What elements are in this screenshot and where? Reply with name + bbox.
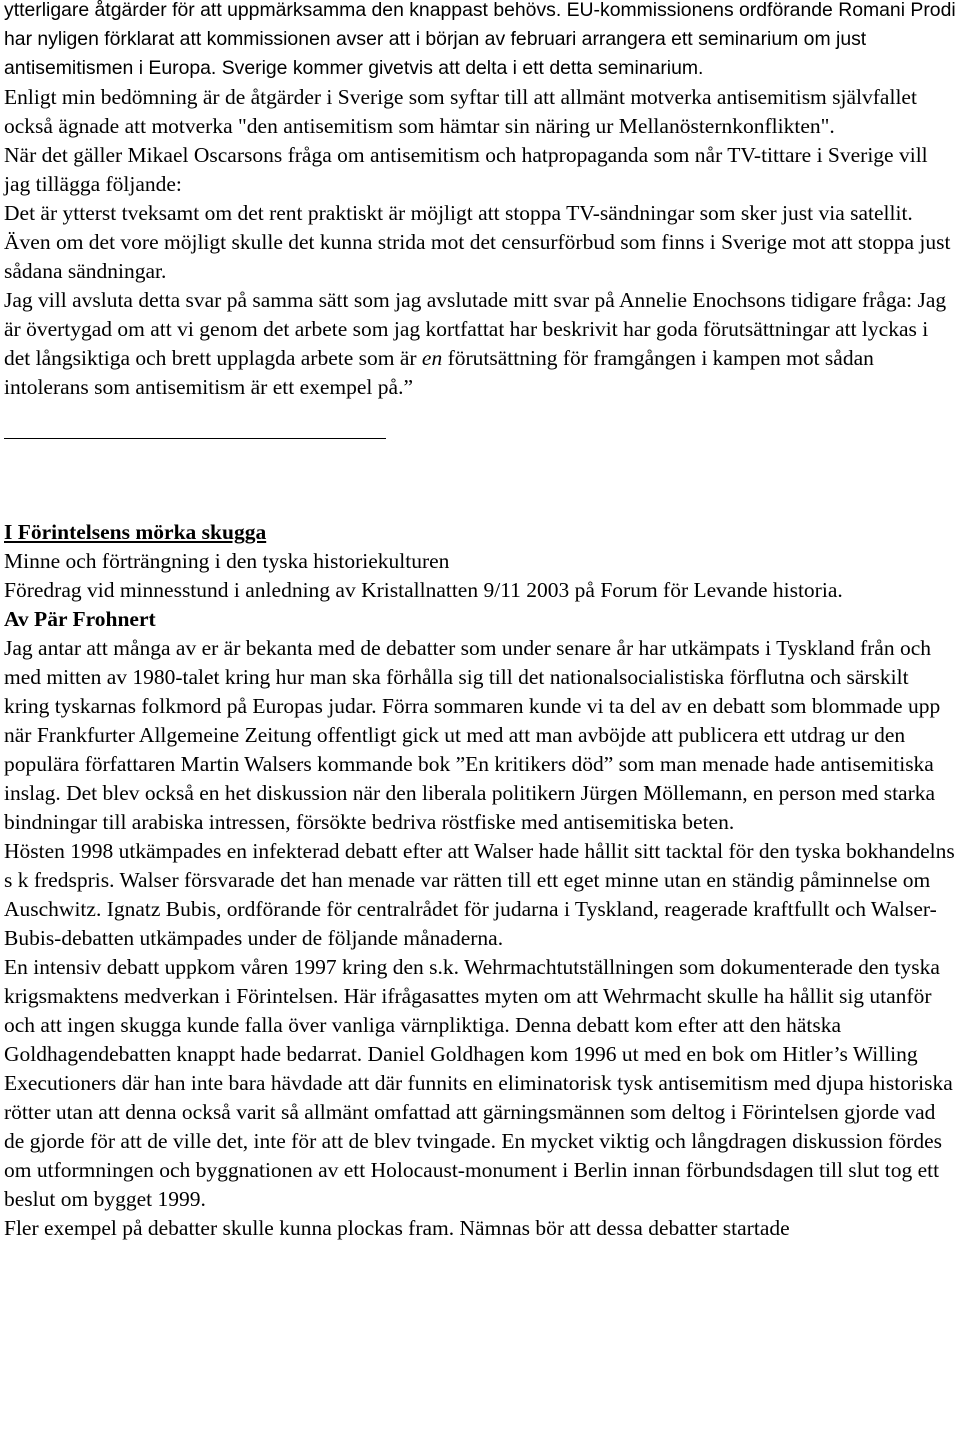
closing-emphasis: en — [421, 346, 443, 370]
article-paragraph-walser: Hösten 1998 utkämpades en infekterad debatt efter att Walser hade hållit sitt tacktal för den tyska bokhandelns s k fredspris. Walser försvarade det han menade var rätten till ett eget minne utan en ständig påminnelse om Auschwitz. Ignatz Bubis, ordförande för centralrådet för judarna i Tyskland, reagerade kraftfullt och Walser-Bubis-debatten utkämpades under de följande månaderna. — [4, 839, 955, 950]
article-occasion: Föredrag vid minnesstund i anledning av Kristallnatten 9/11 2003 på Forum för Levande historia. — [4, 578, 843, 602]
article-paragraph-wehrmacht: En intensiv debatt uppkom våren 1997 kring den s.k. Wehrmachtutställningen som dokumenterade den tyska krigsmaktens medverkan i Förintelsen. Här ifrågasattes myten om att Wehrmacht skulle ha hållit sig utanför och att ingen skugga kunde falla över vanliga värnpliktiga. Denna debatt kom efter att den hätska Goldhagendebatten knappt hade bedarrat. Daniel Goldhagen kom 1996 ut med en bok om Hitler’s Willing Executioners där han inte bara hävdade att där funnits en eliminatorisk tysk antisemitism med djupa historiska rötter utan att denna också varit så allmänt omfattad att gärningsmännen som deltog i Förintelsen gjorde vad de gjorde för att de ville det, inte för att de blev tvingade. En mycket viktig och långdragen diskussion fördes om utformningen och byggnationen av ett Holocaust-monument i Berlin innan förbundsdagen till slut tog ett beslut om bygget 1999. — [4, 955, 953, 1211]
paragraph-satellite: Det är ytterst tveksamt om det rent praktiskt är möjligt att stoppa TV-sändningar som sker just via satellit. Även om det vore möjligt skulle det kunna strida mot det censurförbud som finns i Sverige mot att stoppa just sådana sändningar. — [4, 201, 951, 283]
article-byline: Av Pär Frohnert — [4, 607, 156, 631]
paragraph-tv-question: När det gäller Mikael Oscarsons fråga om antisemitism och hatpropaganda som når TV-tittare i Sverige vill jag tillägga följande: — [4, 143, 928, 196]
paragraph-closing — [4, 286, 958, 402]
article-paragraph-more-examples: Fler exempel på debatter skulle kunna plockas fram. Nämnas bör att dessa debatter startade — [4, 1216, 790, 1240]
article-paragraph-debates: Jag antar att många av er är bekanta med de debatter som under senare år har utkämpats i Tyskland från och med mitten av 1980-talet kring hur man ska förhålla sig till det nationalsocialistiska förflutna och särskilt kring tyskarnas folkmord på Europas judar. Förra sommaren kunde vi ta del av en debatt som blommade upp när Frankfurter Allgemeine Zeitung offentligt gick ut med att man avböjde att publicera ett utdrag ur den populära författaren Martin Walsers kommande bok ”En kritikers död” som man menade hade antisemitiska inslag. Det blev också en het diskussion när den liberala politikern Jürgen Möllemann, en person med starka bindningar till arabiska intressen, försökte bedriva röstfiske med antisemitiska beten. — [4, 636, 941, 834]
article-title: I Förintelsens mörka skugga — [4, 520, 267, 544]
paragraph-assessment: Enligt min bedömning är de åtgärder i Sverige som syftar till att allmänt motverka antisemitism självfallet också ägnade att motverka "den antisemitism som hämtar sin näring ur Mellanösternkonflikten". — [4, 85, 917, 138]
article-subtitle: Minne och förträngning i den tyska historiekulturen — [4, 549, 450, 573]
document-page — [4, 0, 958, 1243]
closing-text-end: förutsättning för framgången i kampen mot sådan intolerans som antisemitism är ett exempel på.” — [4, 346, 874, 399]
paragraph-intro: ytterligare åtgärder för att uppmärksamma den knappast behövs. EU-kommissionens ordförande Romani Prodi har nyligen förklarat att kommissionen avser att i början av februari arrangera ett seminarium om just antisemitismen i Europa. Sverige kommer givetvis att delta i ett detta seminarium. — [4, 0, 956, 79]
divider-line — [4, 438, 386, 439]
footnote-divider — [4, 402, 958, 518]
closing-text-start: Jag vill avsluta detta svar på samma sätt som jag avslutade mitt svar på Annelie Enochsons tidigare fråga: Jag är övertygad om att vi genom det arbete som jag kortfattat har beskrivit har goda förutsättningar att lyckas i det långsiktiga och brett upplagda arbete som är — [4, 288, 947, 370]
